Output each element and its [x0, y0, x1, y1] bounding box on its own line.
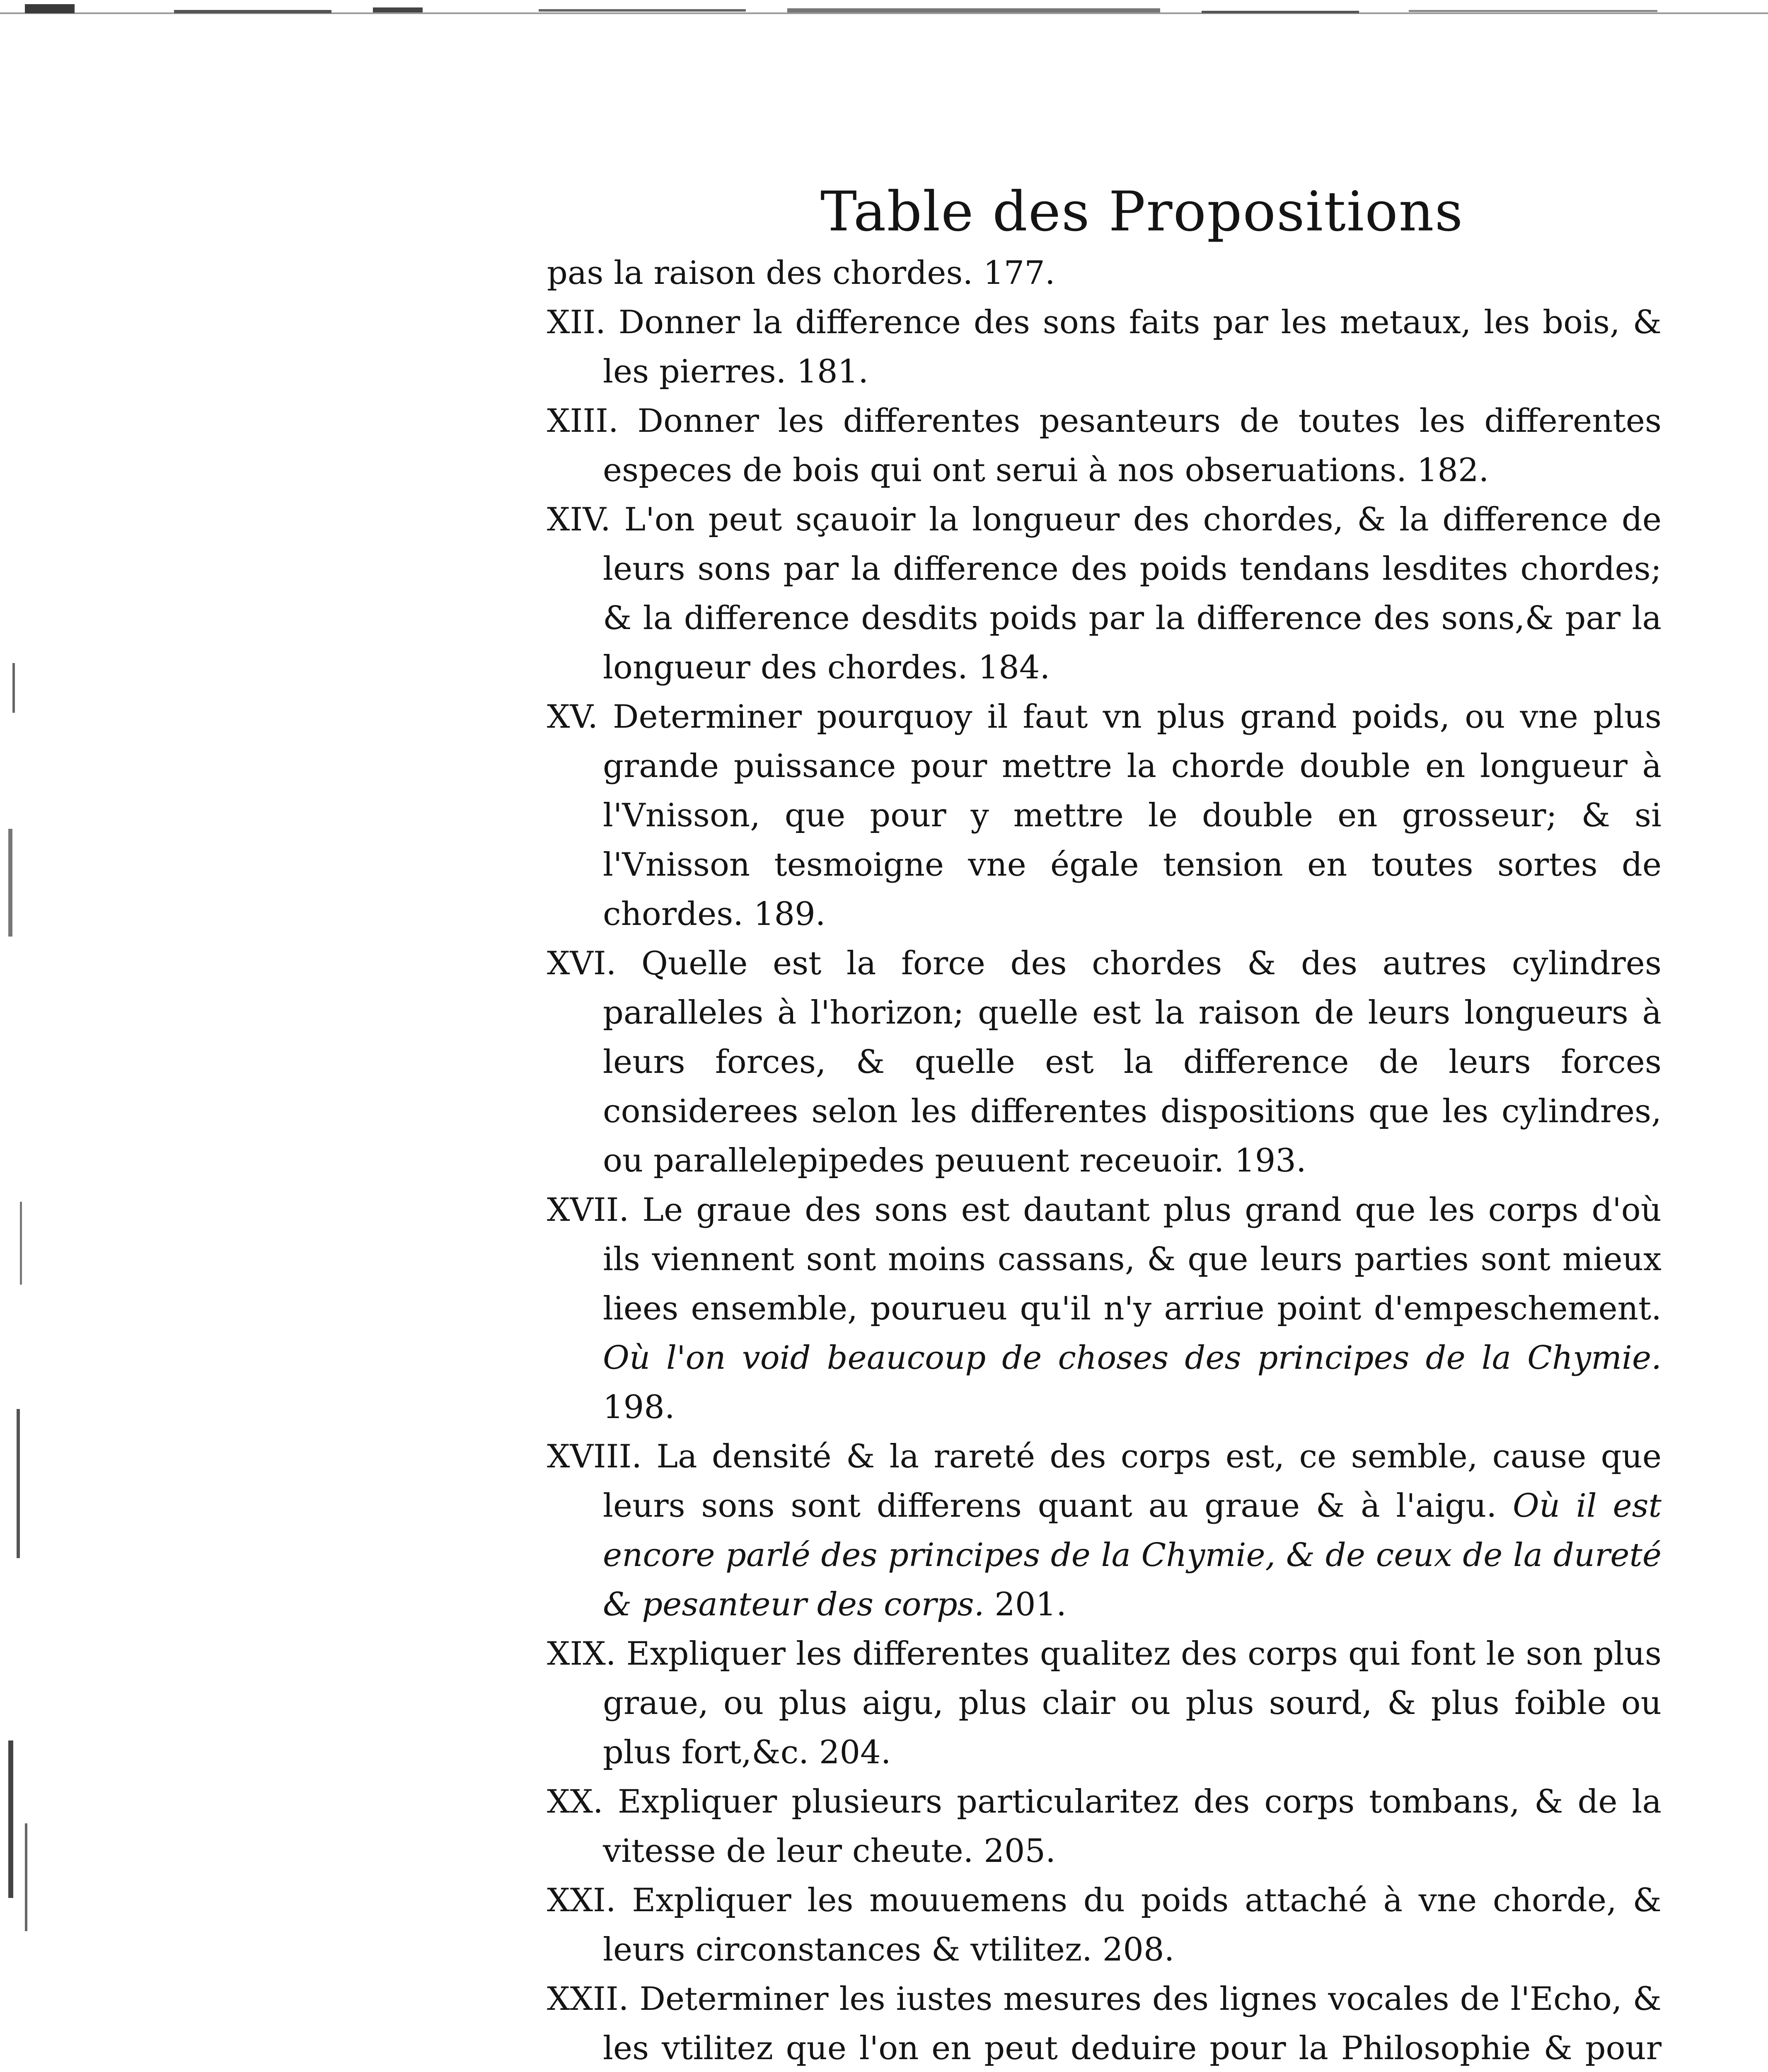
proposition-entry	[547, 397, 1662, 495]
entry-text: Determiner les iustes mesures des lignes vocales de l'Echo, & les vtilitez que l'on en peut deduire pour la Philosophie & pour	[603, 1980, 1662, 2067]
continuation-line	[547, 249, 1662, 298]
page-number: 193.	[1234, 1142, 1306, 1179]
entry-text: pas la raison des chordes.	[547, 254, 973, 292]
entry-text: Quelle est la force des chordes & des autres cylindres paralleles à l'horizon; quelle est la raison de leurs longueurs à leurs forces, & quelle est la difference de leurs forces considerees selon les differentes dispositions que les cylindres, ou parallelepipedes peuuent receuoir.	[603, 945, 1662, 1179]
page-number: 181.	[796, 353, 868, 390]
proposition-entry	[547, 1876, 1662, 1975]
page-number: 208.	[1102, 1931, 1175, 1968]
proposition-number: XII.	[547, 304, 606, 341]
proposition-number: XIII.	[547, 402, 619, 440]
entry-text: Expliquer les differentes qualitez des corps qui font le son plus graue, ou plus aigu, plus clair ou plus sourd, & plus foible ou plus fort,&c.	[603, 1635, 1662, 1771]
running-title: Table des Propositions	[820, 180, 1464, 244]
proposition-number: XVI.	[547, 945, 617, 982]
table-of-propositions	[547, 249, 1662, 2072]
proposition-entry	[547, 1629, 1662, 1777]
entry-text: Donner la difference des sons faits par les metaux, les bois, & les pierres.	[603, 304, 1662, 390]
proposition-number: XV.	[547, 698, 598, 736]
scan-edge-noise	[0, 0, 1768, 25]
entry-text: Expliquer les mouuemens du poids attaché à vne chorde, & leurs circonstances & vtilitez.	[603, 1882, 1662, 1968]
proposition-entry	[547, 1432, 1662, 1629]
proposition-entry	[547, 1975, 1662, 2072]
page-number: 189.	[753, 896, 826, 933]
proposition-number: XXII.	[547, 1980, 629, 2018]
bleed-through-marks	[0, 124, 83, 2072]
proposition-entry	[547, 495, 1662, 692]
proposition-number: XXI.	[547, 1882, 616, 1919]
proposition-entry	[547, 298, 1662, 397]
proposition-entry	[547, 1777, 1662, 1876]
proposition-entry	[547, 1186, 1662, 1432]
proposition-number: XVIII.	[547, 1438, 642, 1475]
entry-text: La densité & la rareté des corps est, ce semble, cause que leurs sons sont differens quant au graue & à l'aigu.	[603, 1438, 1662, 1525]
proposition-number: XIV.	[547, 501, 611, 538]
page-number: 205.	[984, 1832, 1056, 1870]
entry-text: Determiner pourquoy il faut vn plus grand poids, ou vne plus grande puissance pour mettre la chorde double en longueur à l'Vnisson, que pour y mettre le double en grosseur; & si l'Vnisson tesmoigne vne égale tension en toutes sortes de chordes.	[603, 698, 1662, 933]
proposition-entry	[547, 692, 1662, 939]
proposition-number: XX.	[547, 1783, 603, 1820]
entry-text: Le graue des sons est dautant plus grand que les corps d'où ils viennent sont moins cassans, & que leurs parties sont mieux liees ensemble, pourueu qu'il n'y arriue point d'empeschement.	[603, 1191, 1662, 1327]
proposition-number: XIX.	[547, 1635, 616, 1673]
page-number: 204.	[819, 1734, 891, 1771]
entry-text: L'on peut sçauoir la longueur des chordes, & la difference de leurs sons par la difference des poids tendans lesdites chordes; & la difference desdits poids par la difference des sons,& par la longueur des chordes.	[603, 501, 1662, 686]
proposition-list	[547, 298, 1662, 2072]
entry-text: Donner les differentes pesanteurs de toutes les differentes especes de bois qui ont serui à nos obseruations.	[603, 402, 1662, 489]
page-number: 177.	[983, 254, 1055, 292]
entry-text: Expliquer plusieurs particularitez des corps tombans, & de la vitesse de leur cheute.	[603, 1783, 1662, 1870]
entry-note: Où il est encore parlé des principes de la Chymie, & de ceux de la dureté & pesanteur des corps.	[603, 1487, 1662, 1623]
proposition-entry	[547, 939, 1662, 1186]
proposition-number: XVII.	[547, 1191, 629, 1229]
page-number: 198.	[603, 1389, 675, 1426]
page-number: 182.	[1417, 452, 1489, 489]
page-number: 201.	[994, 1586, 1067, 1623]
page-number: 184.	[978, 649, 1050, 686]
entry-note: Où l'on void beaucoup de choses des principes de la Chymie.	[603, 1339, 1662, 1377]
